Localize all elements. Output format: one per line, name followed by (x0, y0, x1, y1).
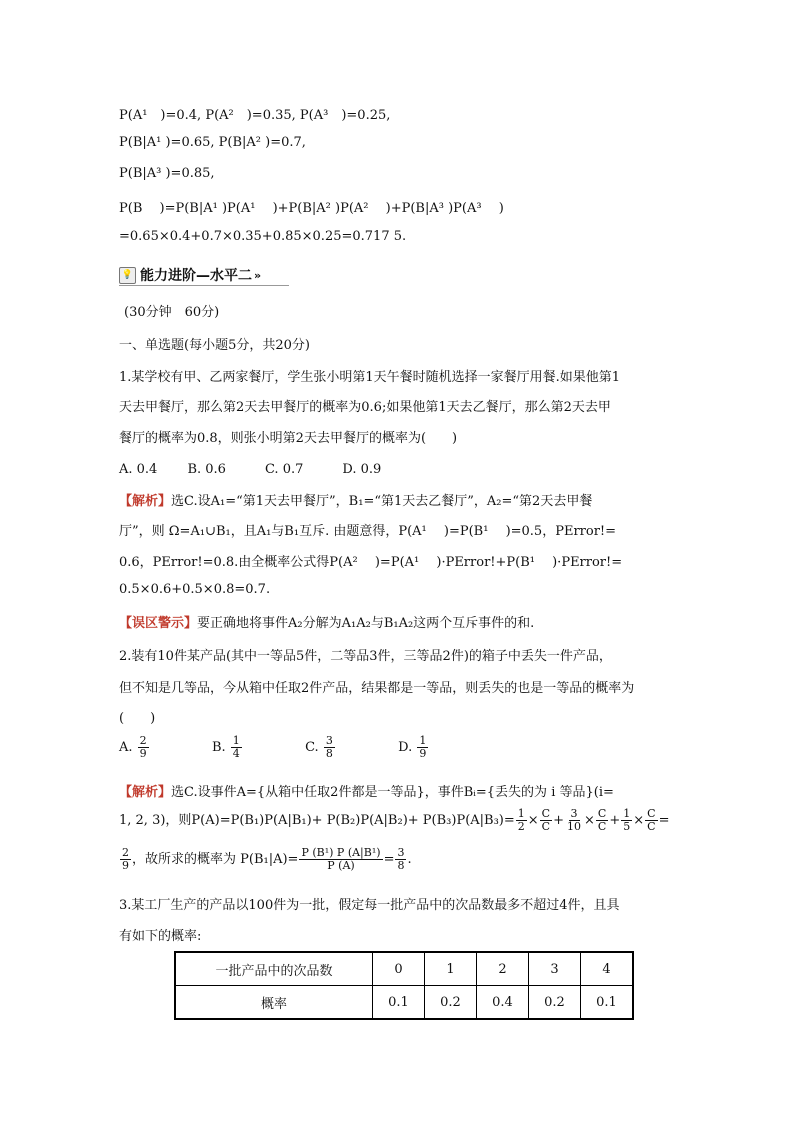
denominator: 2 (517, 820, 525, 833)
denominator: C (541, 820, 551, 833)
answer-tag: 【解析】 (119, 494, 172, 509)
q1-answer-text-1: 选C.设A₁=“第1天去甲餐厅”，B₁=“第1天去乙餐厅”，A₂=“第2天去甲餐 (171, 494, 593, 509)
calc-line-2: P(B|A¹ )=0.65, P(B|A² )=0.7, (119, 135, 306, 150)
warning-tag: 【误区警示】 (119, 616, 198, 631)
table-row (175, 986, 633, 1020)
fraction (645, 808, 657, 833)
bulb-icon: 💡 (119, 267, 136, 284)
q1-answer-line-1 (119, 490, 592, 509)
section-heading (119, 265, 261, 285)
denominator: 10 (567, 820, 581, 833)
q2-answer-line-2: 1, 2, 3)，则P(A)=P(B₁)P(A|B₁)+ P(B₂)P(A|B₂)+ P(B₃)P(A|B₃)= $\frac{1}{2}$ × $\frac{C}{C}$ + $\frac{3}{10}$ × $\frac{C}{C}$ + $\frac{1}{5}$ × $\frac{C}{C}$ = (119, 807, 670, 833)
table-cell: 0.4 (477, 986, 529, 1020)
numerator: C (541, 807, 551, 820)
q1-line-1: 1.某学校有甲、乙两家餐厅，学生张小明第1天午餐时随机选择一家餐厅用餐.如果他第1 (119, 370, 621, 385)
table-header-cell: 4 (581, 952, 634, 986)
q1-options: A. 0.4 B. 0.6 C. 0.7 D. 0.9 (119, 462, 382, 477)
option-a-fraction (138, 735, 149, 760)
numerator: P (B¹) P (A|B¹) (301, 846, 381, 859)
option-b-fraction (231, 735, 242, 760)
option-a-label: A. (119, 740, 133, 755)
calc-line-3: P(B|A³ )=0.85, (119, 166, 215, 181)
table-cell: 0.1 (581, 986, 634, 1020)
option-b-label: B. (211, 740, 226, 755)
denominator: P (A) (327, 859, 355, 872)
numerator: 2 (139, 734, 147, 747)
q2-answer-line-3: $\frac{2}{9}$ ，故所求的概率为 P(B₁|A)= $\frac{\text{P (B¹) P (A|B¹)}}{P (A)}$ = $\frac{3}{8}$ . (122, 846, 412, 872)
q3-line-2: 有如下的概率: (119, 929, 202, 944)
option-c-fraction (324, 735, 335, 760)
table-cell: 概率 (175, 986, 373, 1020)
q1-answer-line-2: 厅”，则 Ω=A₁∪B₁，且A₁与B₁互斥. 由题意得，P(A¹ )=P(B¹ )=0.5，PError!= (119, 524, 617, 539)
table-header-cell: 3 (529, 952, 581, 986)
section-underline (119, 285, 289, 286)
table-header-cell: 0 (373, 952, 425, 986)
numerator: 1 (517, 807, 525, 820)
probability-table (174, 951, 634, 1020)
option-c-label: C. (305, 740, 319, 755)
denominator: 9 (139, 747, 147, 760)
q1-line-3: 餐厅的概率为0.8，则张小明第2天去甲餐厅的概率为( ) (119, 431, 458, 446)
warning-text: 要正确地将事件A₂分解为A₁A₂与B₁A₂这两个互斥事件的和. (197, 616, 535, 631)
section-title: 能力进阶—水平二 (140, 268, 252, 284)
numerator: C (597, 807, 607, 820)
numerator: 3 (570, 807, 578, 820)
table-row (175, 952, 633, 986)
table-cell: 0.2 (529, 986, 581, 1020)
fraction (596, 808, 608, 833)
q3-line-1: 3.某工厂生产的产品以100件为一批，假定每一批产品中的次品数最多不超过4件，且具 (119, 898, 620, 913)
time-limit: (30分钟 60分) (124, 305, 220, 320)
denominator: 4 (232, 747, 240, 760)
numerator: C (647, 807, 656, 820)
q2-line-3: ( ) (119, 711, 156, 726)
calc-line-5: =0.65×0.4+0.7×0.35+0.85×0.25=0.717 5. (119, 229, 407, 244)
q2-answer-line-1 (119, 781, 614, 800)
q2-options (119, 735, 429, 760)
q2-answer-text-3: ，故所求的概率为 P(B₁|A)= (132, 852, 299, 867)
q1-answer-line-3: 0.6，PError!=0.8.由全概率公式得P(A² )=P(A¹ )·PError!+P(B¹ )·PError!= (119, 555, 623, 570)
table-header-cell: 一批产品中的次品数 (175, 952, 373, 986)
warning-line (119, 612, 534, 631)
part-heading: 一、单选题(每小题5分，共20分) (119, 338, 310, 353)
numerator: 1 (623, 807, 631, 820)
q2-answer-text-1: 选C.设事件A={从箱中任取2件都是一等品}，事件Bᵢ={丢失的为 i 等品}(i= (171, 785, 614, 800)
double-arrow-icon: » (254, 268, 262, 282)
bayes-fraction (299, 847, 382, 872)
q2-line-2: 但不知是几等品，今从箱中任取2件产品，结果都是一等品，则丢失的也是一等品的概率为 (119, 681, 635, 696)
fraction (120, 847, 131, 872)
q1-answer-line-4: 0.5×0.6+0.5×0.8=0.7. (119, 582, 271, 597)
fraction (540, 808, 552, 833)
answer-tag: 【解析】 (119, 785, 172, 800)
table-header-cell: 2 (477, 952, 529, 986)
q2-line-1: 2.装有10件某产品(其中一等品5件，二等品3件，三等品2件)的箱子中丢失一件产品， (119, 649, 612, 664)
fraction (565, 808, 583, 833)
numerator: 3 (325, 734, 333, 747)
numerator: 1 (419, 734, 427, 747)
result-fraction (395, 847, 406, 872)
q2-answer-text-2: 1, 2, 3)，则P(A)=P(B₁)P(A|B₁)+ P(B₂)P(A|B₂)+ P(B₃)P(A|B₃)= (119, 813, 515, 828)
calc-line-4: P(B )=P(B|A¹ )P(A¹ )+P(B|A² )P(A² )+P(B|A³ )P(A³ ) (119, 201, 504, 216)
numerator: 3 (397, 846, 405, 859)
table-header-cell: 1 (425, 952, 477, 986)
calc-line-1: P(A¹ )=0.4, P(A² )=0.35, P(A³ )=0.25, (119, 108, 391, 123)
denominator: 8 (325, 747, 333, 760)
table-cell: 0.1 (373, 986, 425, 1020)
denominator: C (597, 820, 607, 833)
option-d-fraction (417, 735, 428, 760)
denominator: 9 (419, 747, 427, 760)
fraction (621, 808, 632, 833)
denominator: C (647, 820, 656, 833)
table-cell: 0.2 (425, 986, 477, 1020)
option-d-label: D. (398, 740, 413, 755)
fraction (516, 808, 527, 833)
denominator: 8 (397, 859, 405, 872)
denominator: 9 (122, 859, 129, 872)
numerator: 2 (122, 846, 129, 859)
numerator: 1 (232, 734, 240, 747)
denominator: 5 (623, 820, 631, 833)
q1-line-2: 天去甲餐厅，那么第2天去甲餐厅的概率为0.6;如果他第1天去乙餐厅，那么第2天去甲 (119, 400, 611, 415)
